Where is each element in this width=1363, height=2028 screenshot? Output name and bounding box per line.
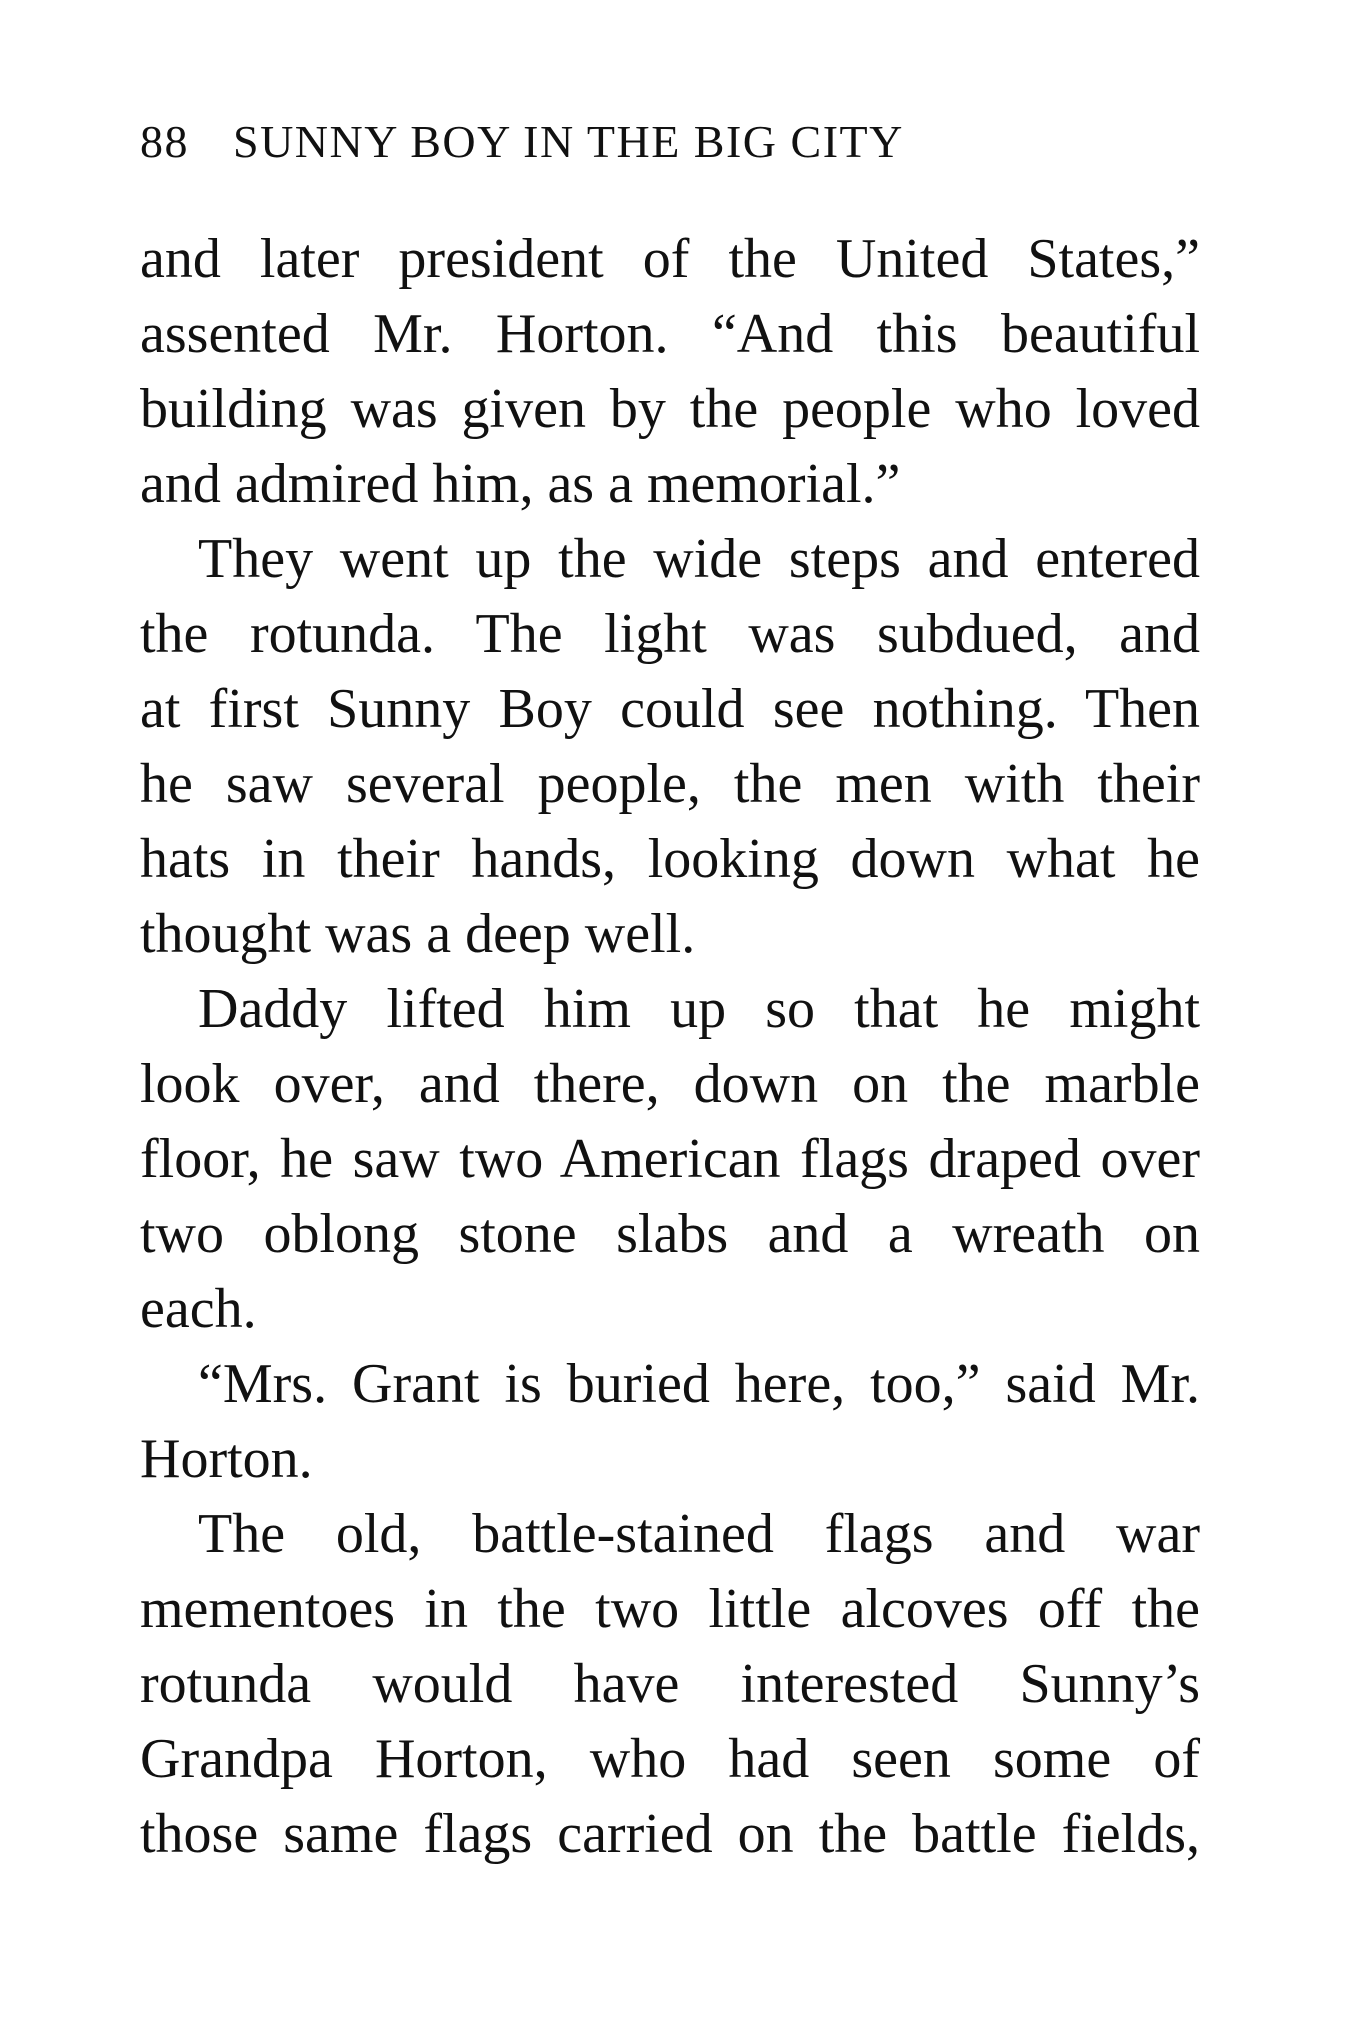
text-line: mementoes in the two little alcoves off the: [140, 1578, 1200, 1640]
paragraph: [140, 1347, 1200, 1497]
text-line: look over, and there, down on the marble: [140, 1053, 1200, 1115]
text-line: those same flags carried on the battle fields,: [140, 1803, 1200, 1865]
paragraph: [140, 222, 1200, 522]
text-line: and later president of the United States,”: [140, 228, 1200, 290]
text-line: Grandpa Horton, who had seen some of: [140, 1728, 1200, 1790]
text-line: They went up the wide steps and entered: [198, 528, 1200, 590]
page-number: 88: [140, 116, 189, 167]
text-line: hats in their hands, looking down what he: [140, 828, 1200, 890]
text-line: The old, battle-stained flags and war: [198, 1503, 1200, 1565]
text-line: the rotunda. The light was subdued, and: [140, 603, 1200, 665]
book-title: SUNNY BOY IN THE BIG CITY: [233, 116, 904, 167]
body-text: [140, 222, 1200, 1872]
text-line: assented Mr. Horton. “And this beautiful: [140, 303, 1200, 365]
text-line: Horton.: [140, 1428, 313, 1490]
text-line: Daddy lifted him up so that he might: [198, 978, 1200, 1040]
paragraph: [140, 522, 1200, 972]
text-line: building was given by the people who loved: [140, 378, 1200, 440]
text-line: each.: [140, 1278, 257, 1340]
text-line: he saw several people, the men with their: [140, 753, 1200, 815]
text-line: floor, he saw two American flags draped over: [140, 1128, 1200, 1190]
paragraph: [140, 1497, 1200, 1872]
text-line: and admired him, as a memorial.”: [140, 453, 901, 515]
text-line: rotunda would have interested Sunny’s: [140, 1653, 1200, 1715]
text-line: thought was a deep well.: [140, 903, 696, 965]
text-line: at first Sunny Boy could see nothing. Then: [140, 678, 1200, 740]
paragraph: [140, 972, 1200, 1347]
running-head: [140, 112, 1200, 172]
text-line: two oblong stone slabs and a wreath on: [140, 1203, 1200, 1265]
text-line: “Mrs. Grant is buried here, too,” said Mr.: [198, 1353, 1200, 1415]
